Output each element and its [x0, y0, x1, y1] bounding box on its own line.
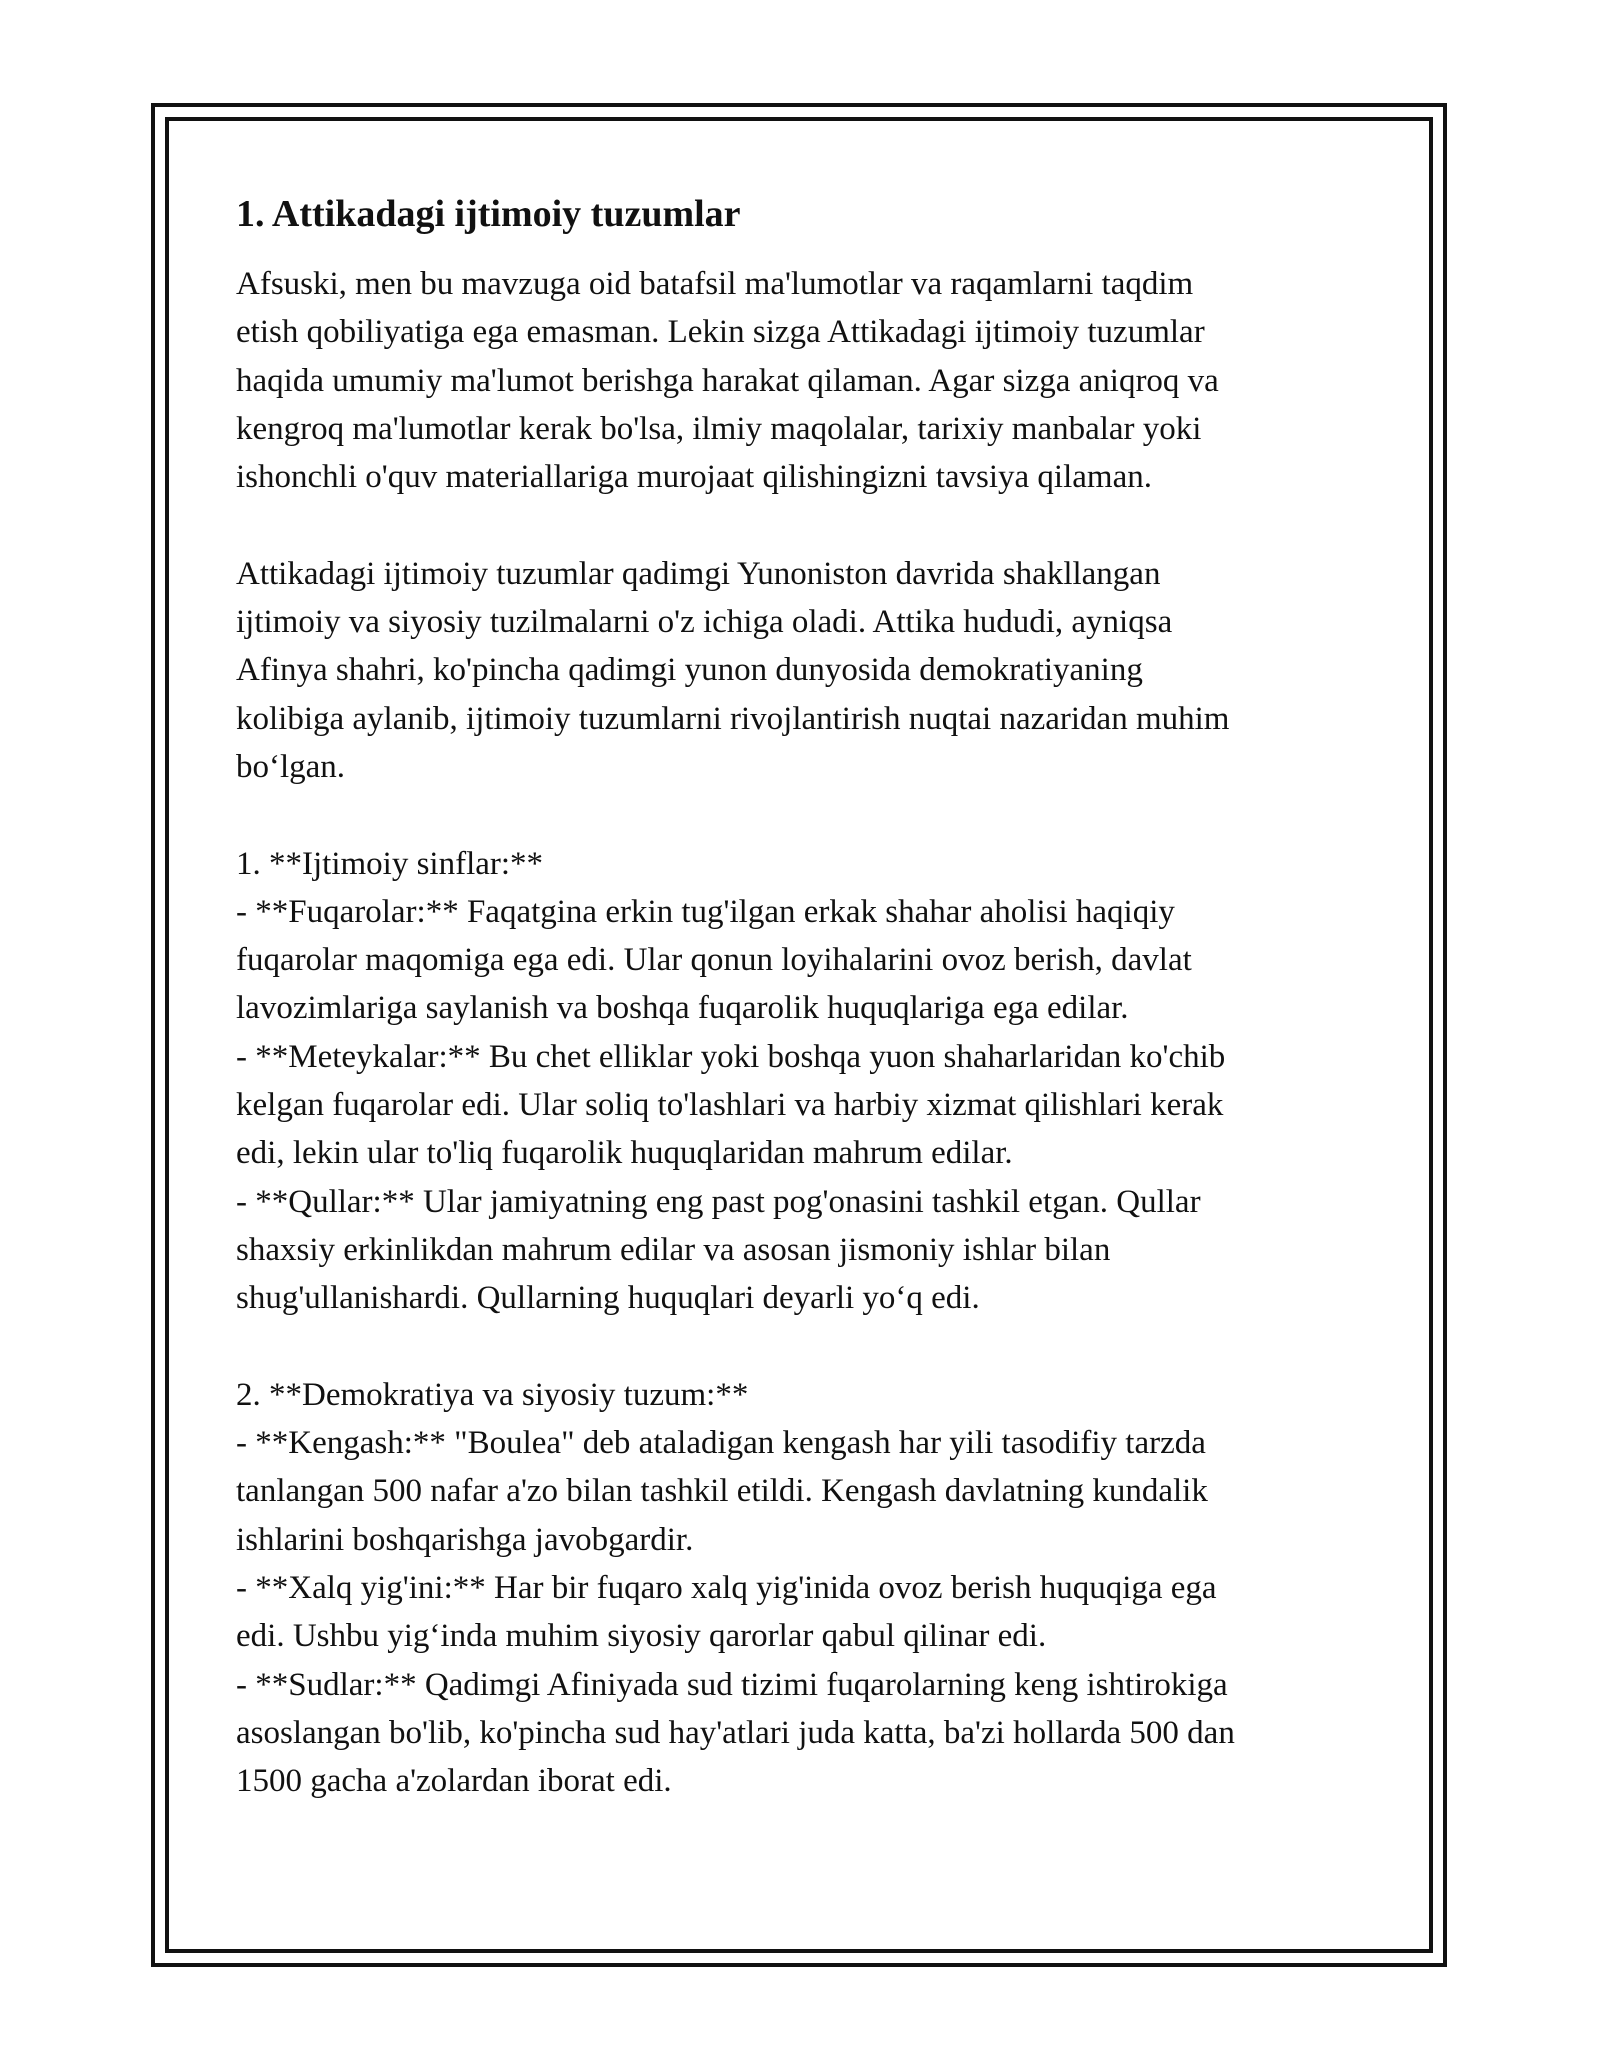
- paragraph-spacer: [236, 1323, 1376, 1371]
- intro-paragraph: Afsuski, men bu mavzuga oid batafsil ma'lumotlar va raqamlarni taqdim etish qobiliyatiga ega emasman. Lekin sizga Attikadagi ijtimoiy tuzumlar haqida umumiy ma'lumot berishga harakat qilaman. Agar sizga aniqroq va kengroq ma'lumotlar kerak bo'lsa, ilmiy maqolalar, tarixiy manbalar yoki ishonchli o'quv materiallariga murojaat qilishingizni tavsiya qilaman.: [236, 266, 1219, 496]
- paragraph-spacer: [236, 501, 1376, 549]
- social-classes-section: 1. **Ijtimoiy sinflar:** - **Fuqarolar:** Faqatgina erkin tug'ilgan erkak shahar aholisi haqiqiy fuqarolar maqomiga ega edi. Ular qonun loyihalarini ovoz berish, davlat lavozimlariga saylanish va boshqa fuqarolik huquqlariga ega edilar. - **Meteykalar:** Bu chet elliklar yoki boshqa yuon shaharlaridan ko'chib kelgan fuqarolar edi. Ular soliq to'lashlari va harbiy xizmat qilishlari kerak edi, lekin ular to'liq fuqarolik huquqlaridan mahrum edilar. - **Qullar:** Ular jamiyatning eng past pog'onasini tashkil etgan. Qullar shaxsiy erkinlikdan mahrum edilar va asosan jismoniy ishlar bilan shug'ullanishardi. Qullarning huquqlari deyarli yo‘q edi.: [236, 845, 1226, 1317]
- document-body: [236, 188, 1376, 1806]
- democracy-section: 2. **Demokratiya va siyosiy tuzum:** - **Kengash:** "Boulea" deb ataladigan kengash har yili tasodifiy tarzda tanlangan 500 nafar a'zo bilan tashkil etildi. Kengash davlatning kundalik ishlarini boshqarishga javobgardir. - **Xalq yig'ini:** Har bir fuqaro xalq yig'inida ovoz berish huquqiga ega edi. Ushbu yig‘inda muhim siyosiy qarorlar qabul qilinar edi. - **Sudlar:** Qadimgi Afiniyada sud tizimi fuqarolarning keng ishtirokiga asoslangan bo'lib, ko'pincha sud hay'atlari juda katta, ba'zi hollarda 500 dan 1500 gacha a'zolardan iborat edi.: [236, 1376, 1235, 1800]
- context-paragraph: Attikadagi ijtimoiy tuzumlar qadimgi Yunoniston davrida shakllangan ijtimoiy va siyosiy tuzilmalarni o'z ichiga oladi. Attika hududi, ayniqsa Afinya shahri, ko'pincha qadimgi yunon dunyosida demokratiyaning kolibiga aylanib, ijtimoiy tuzumlarni rivojlantirish nuqtai nazaridan muhim bo‘lgan.: [236, 555, 1230, 785]
- paragraph-spacer: [236, 791, 1376, 839]
- document-title: 1. Attikadagi ijtimoiy tuzumlar: [236, 193, 741, 235]
